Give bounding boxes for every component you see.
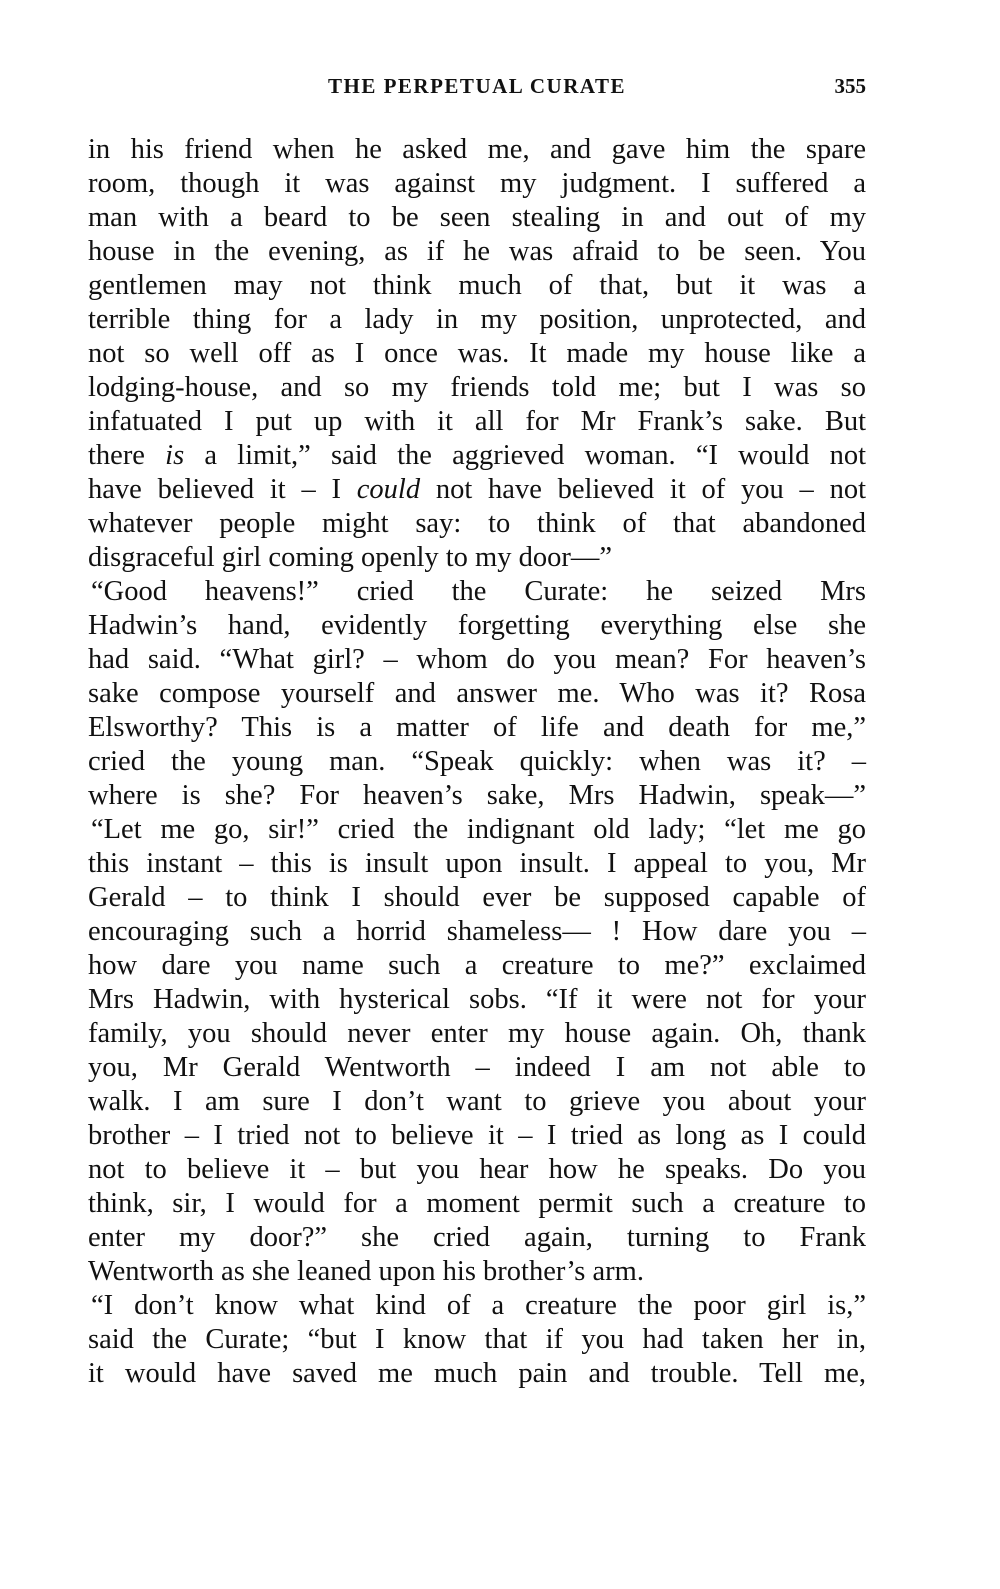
text-line: had said. “What girl? – whom do you mean? For heaven’s: [88, 644, 866, 675]
text-line: where is she? For heaven’s sake, Mrs Hadwin, speak—”: [88, 780, 866, 811]
running-head: [88, 74, 866, 104]
text-line: whatever people might say: to think of that abandoned: [88, 508, 866, 539]
text-segment: a limit,” said the aggrieved woman. “I would not: [184, 440, 867, 471]
text-line: infatuated I put up with it all for Mr Frank’s sake. But: [88, 406, 866, 437]
text-line: how dare you name such a creature to me?” exclaimed: [88, 950, 866, 981]
text-line: [88, 439, 866, 473]
text-segment: not have believed it of you – not: [420, 474, 866, 505]
text-line: think, sir, I would for a moment permit such a creature to: [88, 1188, 866, 1219]
text-line: [88, 473, 866, 507]
text-line: lodging-house, and so my friends told me; but I was so: [88, 372, 866, 403]
text-line: said the Curate; “but I know that if you had taken her in,: [88, 1324, 866, 1355]
text-line: terrible thing for a lady in my position, unprotected, and: [88, 304, 866, 335]
text-line: Hadwin’s hand, evidently forgetting everything else she: [88, 610, 866, 641]
text-line: cried the young man. “Speak quickly: when was it? –: [88, 746, 866, 777]
page-number: 355: [834, 74, 866, 98]
text-line: “I don’t know what kind of a creature the poor girl is,”: [91, 1290, 866, 1321]
running-title: THE PERPETUAL CURATE: [328, 74, 626, 98]
text-line: Gerald – to think I should ever be supposed capable of: [88, 882, 866, 913]
text-line: room, though it was against my judgment. I suffered a: [88, 168, 866, 199]
text-line: house in the evening, as if he was afraid to be seen. You: [88, 236, 866, 267]
text-line: it would have saved me much pain and trouble. Tell me,: [88, 1358, 866, 1389]
text-line: Elsworthy? This is a matter of life and death for me,”: [88, 712, 866, 743]
text-line: not to believe it – but you hear how he speaks. Do you: [88, 1154, 866, 1185]
text-line: man with a beard to be seen stealing in and out of my: [88, 202, 866, 233]
text-segment: have believed it – I: [88, 474, 357, 505]
text-line: enter my door?” she cried again, turning to Frank: [88, 1222, 866, 1253]
body-text: [88, 133, 866, 1391]
text-line: not so well off as I once was. It made my house like a: [88, 338, 866, 369]
text-line: Wentworth as she leaned upon his brother’s arm.: [88, 1256, 644, 1287]
text-line: gentlemen may not think much of that, but it was a: [88, 270, 866, 301]
text-line: in his friend when he asked me, and gave him the spare: [88, 134, 866, 165]
emphasis: could: [356, 474, 421, 505]
text-line: encouraging such a horrid shameless— ! How dare you –: [88, 916, 866, 947]
text-line: sake compose yourself and answer me. Who was it? Rosa: [88, 678, 866, 709]
text-line: Mrs Hadwin, with hysterical sobs. “If it were not for your: [88, 984, 866, 1015]
text-line: walk. I am sure I don’t want to grieve you about your: [88, 1086, 866, 1117]
text-line: you, Mr Gerald Wentworth – indeed I am not able to: [88, 1052, 866, 1083]
text-line: disgraceful girl coming openly to my door—”: [88, 542, 612, 573]
text-line: family, you should never enter my house again. Oh, thank: [88, 1018, 866, 1049]
emphasis: is: [165, 440, 185, 471]
text-line: this instant – this is insult upon insult. I appeal to you, Mr: [88, 848, 866, 879]
text-line: brother – I tried not to believe it – I tried as long as I could: [88, 1120, 866, 1151]
text-line: “Let me go, sir!” cried the indignant old lady; “let me go: [91, 814, 866, 845]
text-segment: there: [88, 440, 166, 471]
text-line: “Good heavens!” cried the Curate: he seized Mrs: [91, 576, 866, 607]
